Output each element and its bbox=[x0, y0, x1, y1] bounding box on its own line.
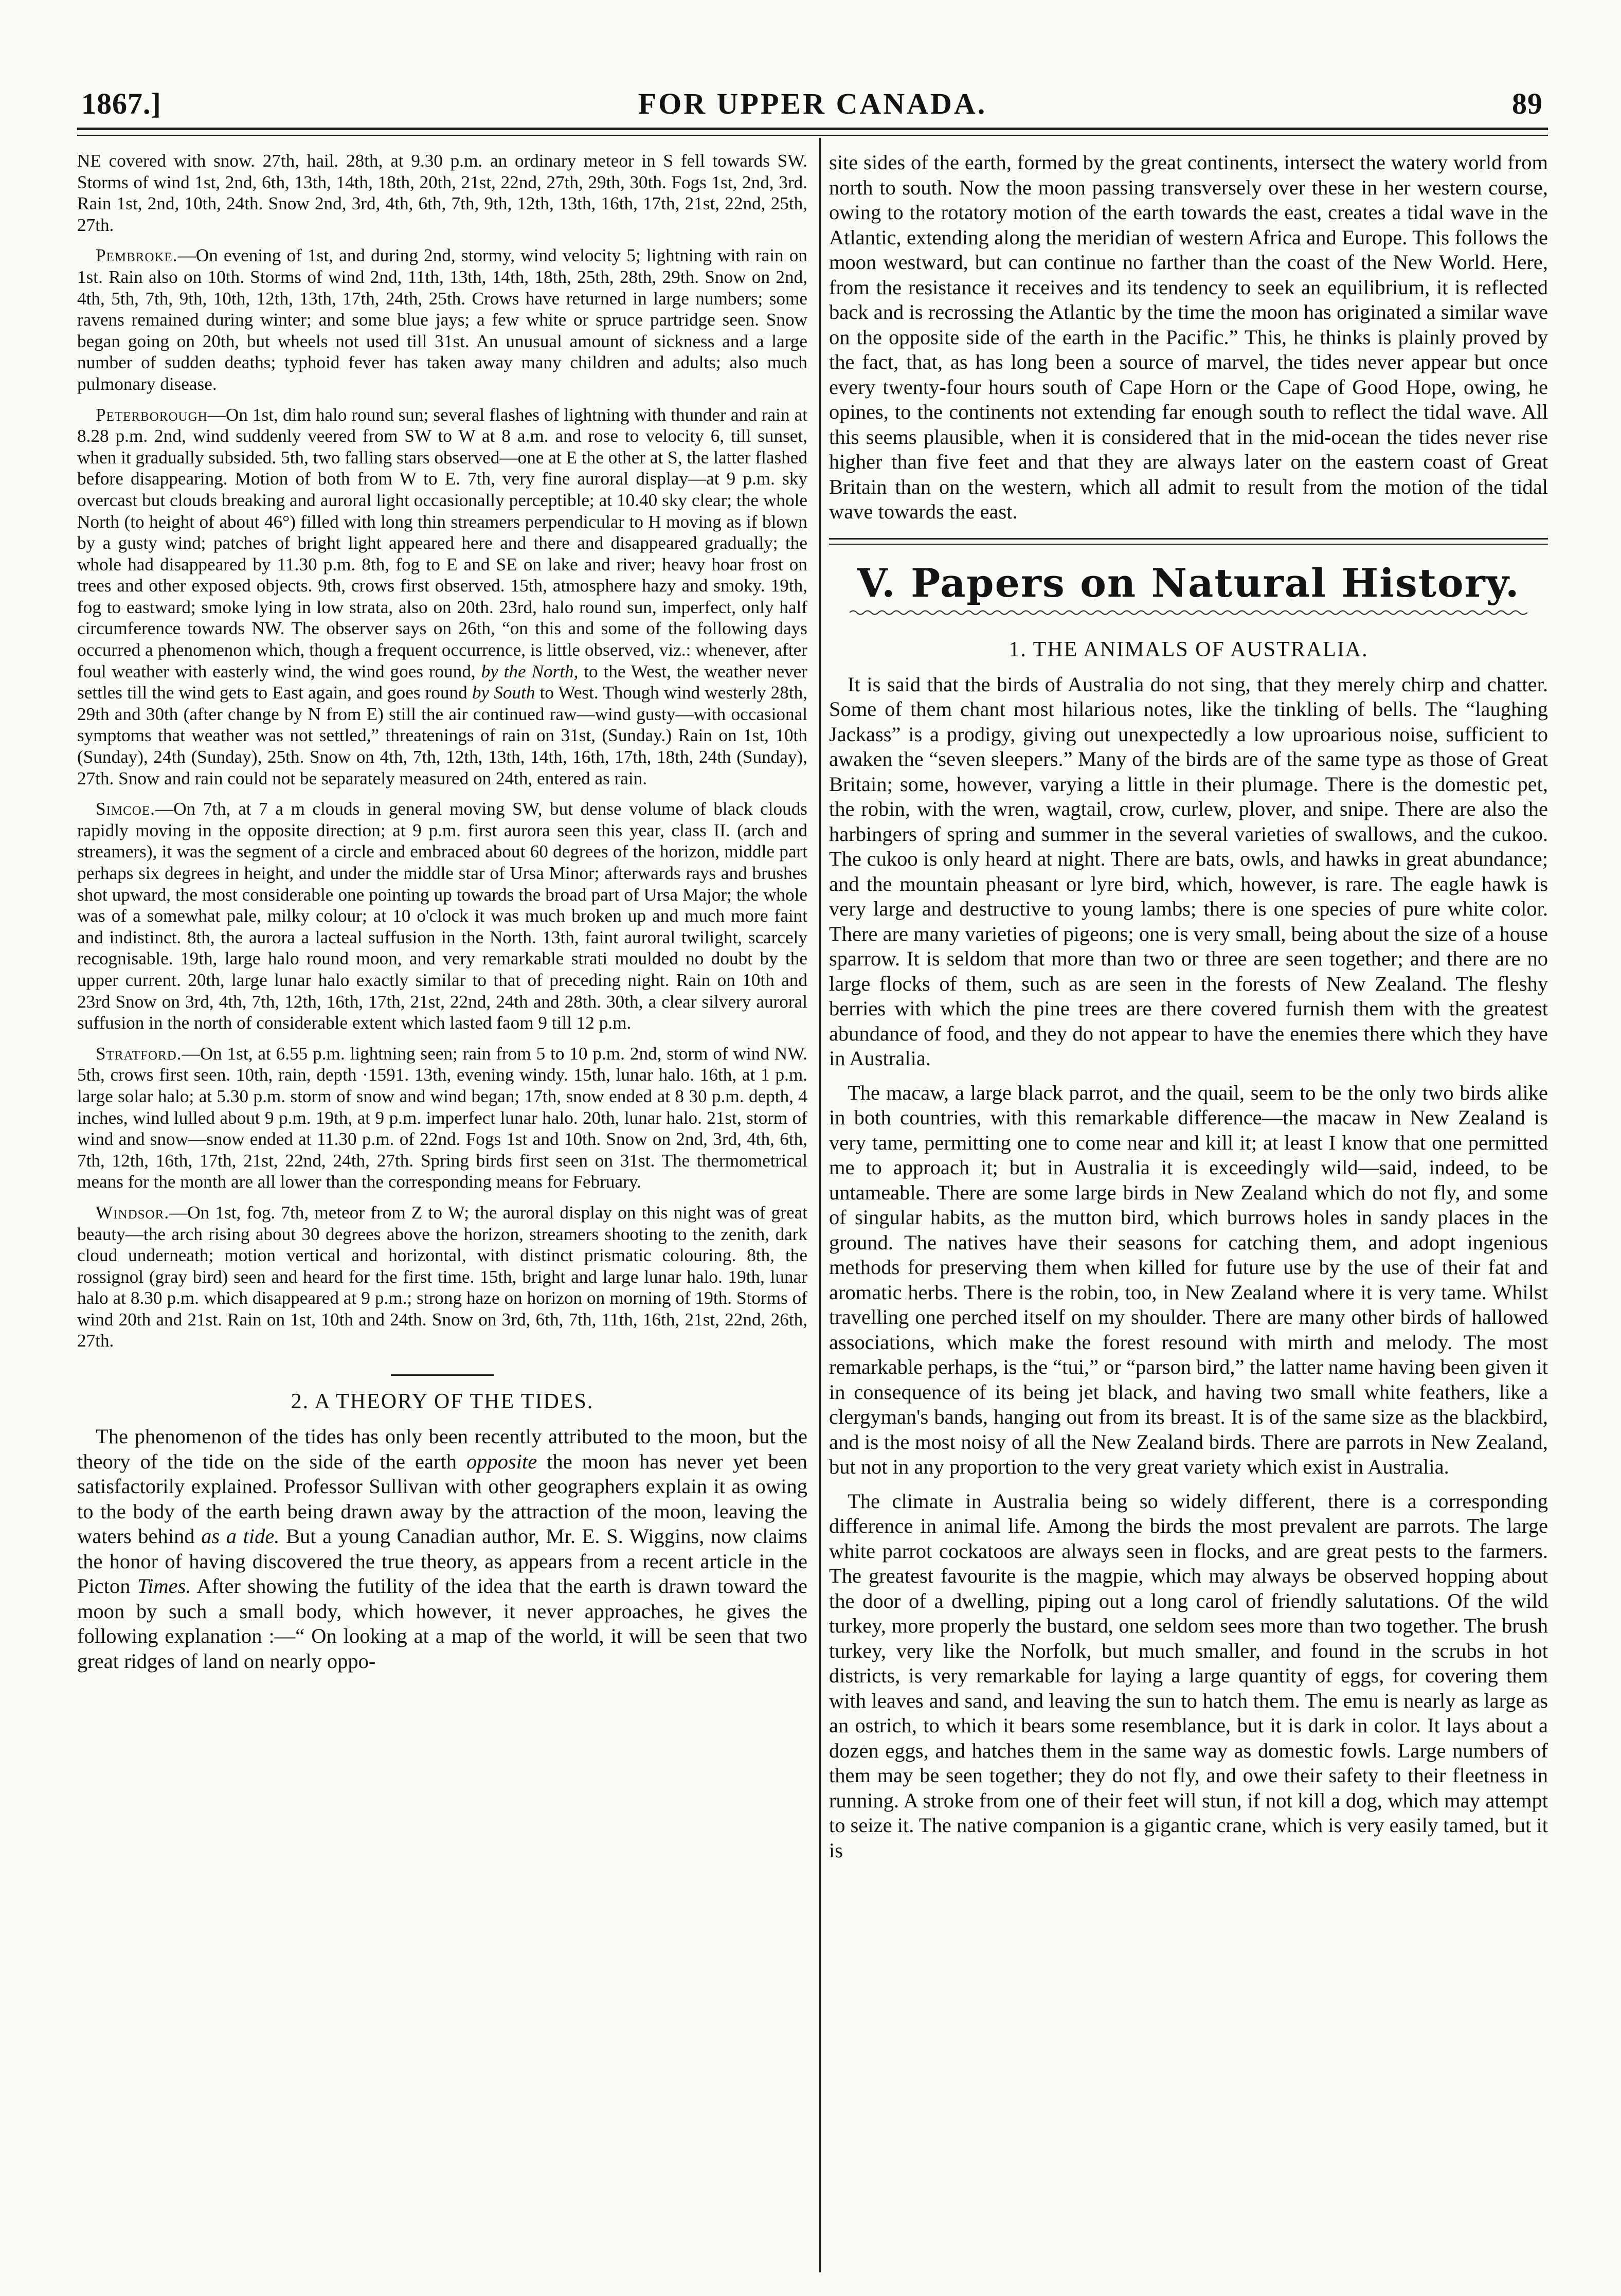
tides-emphasis-as-a-tide: as a tide. bbox=[201, 1524, 280, 1548]
report-windsor-text: —On 1st, fog. 7th, meteor from Z to W; the auroral display on this night was of great beauty—the arch rising about 30 degrees above the horizon, streamers shooting to the zenith, dark cloud underneath; motion vertical and horizontal, with distinct prismatic colouring. 8th, the rossignol (gray bird) seen and heard for the first time. 15th, bright and large lunar halo. 19th, lunar halo at 8.30 p.m. which disappeared at 9 p.m.; strong haze on horizon on morning of 19th. Storms of wind 20th and 21st. Rain on 1st, 10th and 24th. Snow on 3rd, 6th, 7th, 11th, 16th, 21st, 22nd, 26th, 27th. bbox=[77, 1202, 807, 1351]
header-rule-thin bbox=[77, 135, 1548, 136]
tides-heading: 2. A THEORY OF THE TIDES. bbox=[291, 1390, 594, 1414]
animals-paragraph-2: The macaw, a large black parrot, and the quail, seem to be the only two birds alike in both countries, with this remarkable difference—the macaw in New Zealand is very tame, permitting one to come near and kill it; at least I know that one permitted me to approach it; but in Australia it is exceedingly wild—said, indeed, to be untameable. There are some large birds in New Zealand which do not fly, and some of singular habits, as the mutton bird, which burrows holes in sandy places in the ground. The natives have their seasons for catching them, and adopt ingenious methods for preserving them when killed for future use by the use of their fat and aromatic herbs. There is the robin, too, in New Zealand where it is very tame. Whilst travelling one perched itself on my shoulder. There are many other birds of hallowed associations, which make the forest resound with mirth and melody. The most remarkable perhaps, is the “tui,” or “parson bird,” the latter name having been given it in consequence of its being jet black, and having two small white feathers, like a clergyman's bands, hanging out from its breast. It is of the same size as the blackbird, and is the most noisy of all the New Zealand birds. There are parrots in New Zealand, but not in any proportion to the very great variety which exist in Australia. bbox=[829, 1081, 1548, 1478]
station-name-peterborough: Peterborough bbox=[96, 404, 208, 425]
wavy-rule bbox=[850, 609, 1527, 616]
tides-emphasis-times: Times. bbox=[137, 1574, 191, 1598]
tides-text-b: the moon has never yet been satisfactorily explained. Professor Sullivan with other geographers explain it as owing to the body of the earth being drawn away by the attraction of the moon, leaving the waters behind bbox=[77, 1449, 807, 1548]
tides-text-a: The phenomenon of the tides has only been recently attributed to the moon, but the theory of the tide on the side of the earth bbox=[77, 1425, 807, 1473]
report-simcoe-text: —On 7th, at 7 a m clouds in general moving SW, but dense volume of black clouds rapidly moving in the opposite direction; at 9 p.m. first aurora seen this year, class II. (arch and streamers), it was the segment of a circle and embraced about 60 degrees of the horizon, middle part perhaps six degrees in height, and under the middle star of Ursa Minor; afterwards rays and brushes shot upward, the most considerable one pointing up towards the broad part of Ursa Major; the whole was of a somewhat pale, milky colour; at 10 o'clock it was much broken up and much more faint and indistinct. 8th, the aurora a lacteal suffusion in the North. 13th, faint auroral twilight, scarcely recognisable. 19th, large halo round moon, and very remarkable strati moulded no doubt by the upper current. 20th, large lunar halo exactly similar to that of preceding night. Rain on 10th and 23rd Snow on 3rd, 4th, 7th, 12th, 16th, 17th, 21st, 22nd, 24th and 28th. 30th, a clear silvery auroral suffusion in the north of considerable extent which lasted faom 9 till 12 p.m. bbox=[77, 799, 807, 1033]
report-stratford-text: —On 1st, at 6.55 p.m. lightning seen; rain from 5 to 10 p.m. 2nd, storm of wind NW. 5th, crows first seen. 10th, rain, depth ·1591. 13th, evening windy. 15th, lunar halo. 16th, at 1 p.m. large solar halo; at 5.30 p.m. storm of snow and wind began; 17th, snow ended at 8 30 p.m. depth, 4 inches, wind lulled about 9 p.m. 19th, at 9 p.m. imperfect lunar halo. 20th, lunar halo. 21st, storm of wind and snow—snow ended at 11.30 p.m. of 22nd. Fogs 1st and 10th. Snow on 2nd, 3rd, 4th, 6th, 7th, 12th, 16th, 17th, 21st, 22nd, 24th, 27th. Spring birds first seen on 31st. The thermometrical means for the month are all lower than the corresponding means for February. bbox=[77, 1043, 807, 1192]
section-title: V. Papers on Natural History. bbox=[857, 560, 1520, 606]
tides-text-d: After showing the futility of the idea that the earth is drawn toward the moon by such a small body, which however, it never approaches, he gives the following explanation :—“ On looking at a map of the world, it will be seen that two great ridges of land on nearly oppo- bbox=[77, 1574, 807, 1673]
report-peterborough bbox=[77, 404, 807, 790]
report-pembroke bbox=[77, 245, 807, 394]
animals-paragraph-3: The climate in Australia being so widely different, there is a corresponding difference in animal life. Among the birds the most prevalent are parrots. The large white parrot cockatoos are always seen in flocks, and are great pests to the farmers. The greatest favourite is the magpie, which may always be observed hopping about the door of a dwelling, piping out a long carol of friendly salutations. Of the wild turkey, more properly the bustard, one seldom sees more than two together. The brush turkey, very like the Norfolk, but much smaller, and found in the scrubs in hot districts, is very remarkable for laying a large quantity of eggs, for covering them with leaves and sand, and leaving the sun to hatch them. The emu is nearly as large as an ostrich, to which it bears some resemblance, but it is dark in color. It lays about a dozen eggs, and hatches them in the same way as domestic fowls. Large numbers of them may be seen together; they do not fly, and owe their safety to their fleetness in running. A stroke from one of their feet will stun, if not kill a dog, which may attempt to seize it. The native companion is a gigantic crane, which is very easily tamed, but it is bbox=[829, 1489, 1548, 1862]
station-name-windsor: Windsor. bbox=[96, 1202, 170, 1223]
station-name-pembroke: Pembroke. bbox=[96, 245, 178, 266]
right-column bbox=[829, 150, 1548, 1872]
weather-continuation: NE covered with snow. 27th, hail. 28th, at 9.30 p.m. an ordinary meteor in S fell towards SW. Storms of wind 1st, 2nd, 6th, 13th, 14th, 18th, 20th, 21st, 22nd, 27th, 29th, 30th. Fogs 1st, 2nd, 3rd. Rain 1st, 2nd, 10th, 24th. Snow 2nd, 3rd, 4th, 6th, 7th, 9th, 12th, 13th, 16th, 17th, 21st, 22nd, 25th, 27th. bbox=[77, 151, 807, 235]
emphasis-by-the-north: by the North, bbox=[481, 661, 579, 681]
emphasis-by-south: by South bbox=[472, 683, 535, 703]
report-peterborough-mid: to the West, the weather never settles till the wind gets to East again, and goes round bbox=[77, 661, 808, 703]
running-header bbox=[77, 86, 1548, 128]
station-name-stratford: Stratford. bbox=[96, 1043, 182, 1064]
header-rule-thick bbox=[77, 128, 1548, 130]
report-peterborough-end: to West. Though wind westerly 28th, 29th and 30th (after change by N from E) still the air continued raw—wind gusty—with occasional symptoms that weather was not settled,” threatenings of rain on 31st, (Sunday.) Rain on 1st, 10th (Sunday), 24th (Sunday), 25th. Snow on 4th, 7th, 12th, 13th, 14th, 16th, 17th, 18th, 24th (Sunday), 27th. Snow and rain could not be separately measured on 24th, entered as rain. bbox=[77, 683, 807, 788]
tides-paragraph bbox=[77, 1424, 807, 1674]
report-peterborough-text: —On 1st, dim halo round sun; several flashes of lightning with thunder and rain at 8.28 p.m. 2nd, wind suddenly veered from SW to W at 8 a.m. and rose to velocity 6, till sunset, when it gradually subsided. 5th, two falling stars observed—one at E the other at S, the latter flashed before disappearing. Motion of both from W to E. 7th, very fine auroral display—at 9 p.m. sky overcast but clouds breaking and auroral light occasionally perceptible; at 10.40 sky clear; the whole North (to height of about 46°) filled with long thin streamers perpendicular to H moving as if blown by a gusty wind; patches of bright light appeared here and there and disappeared gradually; the whole had disappeared by 11.30 p.m. 8th, fog to E and SE on lake and river; heavy hoar frost on trees and other exposed objects. 9th, crows first observed. 15th, atmosphere hazy and smoky. 19th, fog to eastward; smoke lying in low strata, also on 20th. 23rd, halo round sun, imperfect, only half circumference towards NW. The observer says on 26th, “on this and some of the following days occurred a phenomenon which, though a frequent occurrence, is little observed, viz.: whenever, after foul weather with easterly wind, the wind goes round, bbox=[77, 404, 807, 681]
header-year: 1867.] bbox=[81, 87, 161, 120]
animals-paragraph-1: It is said that the birds of Australia do not sing, that they merely chirp and chatter. Some of them chant most hilarious notes, like the tinkling of bells. The “laughing Jackass” is a prodigy, giving out unexpectedly a low uproarious noise, sufficient to awaken the “seven sleepers.” Many of the birds are of the same type as those of Great Britain; some, however, varying a little in their plumage. There is the domestic pet, the robin, with the wren, wagtail, crow, curlew, plover, and snipe. There are also the harbingers of spring and summer in the several varieties of swallows, and the cukoo. The cukoo is only heard at night. There are bats, owls, and hawks in great abundance; and the mountain pheasant or lyre bird, which, however, is rare. The eagle hawk is very large and destructive to young lambs; there is one species of pure white color. There are many varieties of pigeons; one is very small, being about the size of a house sparrow. It is seldom that more than two or three are seen together; and there are no large flocks of them, such as are seen in the forests of New Zealand. The fleshy berries with which the pine trees are there covered furnish them with the greatest abundance of food, and they do not appear to have the enemies there which they have in Australia. bbox=[829, 672, 1548, 1070]
report-pembroke-text: —On evening of 1st, and during 2nd, stormy, wind velocity 5; lightning with rain on 1st. Rain also on 10th. Storms of wind 2nd, 11th, 13th, 14th, 18th, 25th, 28th, 29th. Snow on 2nd, 4th, 5th, 7th, 9th, 10th, 12th, 13th, 17th, 24th, 25th. Crows have returned in large numbers; some ravens remained during winter; and some blue jays; a few white or spruce partridge seen. Snow began going on 20th, but wheels not used till 31st. An unusual amount of sickness and a large number of sudden deaths; typhoid fever has taken away many children and adults; also much pulmonary disease. bbox=[77, 245, 807, 394]
section-divider bbox=[391, 1374, 494, 1376]
tides-continuation: site sides of the earth, formed by the great continents, intersect the watery world from north to south. Now the moon passing transversely over these in her western course, owing to the rotatory motion of the earth towards the east, creates a tidal wave in the Atlantic, extending along the meridian of western Africa and Europe. This follows the moon westward, but can continue no farther than the coast of the New World. Here, from the resistance it receives and its tendency to seek an equilibrium, it is reflected back and is recrossing the Atlantic by the time the moon has originated a similar wave on the opposite side of the earth in the Pacific.” This, he thinks is plainly proved by the fact, that, as has long been a source of marvel, the tides never appear but once every twenty-four hours south of Cape Horn or the Cape of Good Hope, owing, he opines, to the continents not extending far enough south to reflect the tidal wave. All this seems plausible, when it is considered that in the mid-ocean the tides never rise higher than five feet and that they are always later on the eastern coast of Great Britain than on the western, which all admit to result from the motion of the tidal wave towards the east. bbox=[829, 151, 1548, 523]
tides-text-c: But a young Canadian author, Mr. E. S. Wiggins, now claims the honor of having discovered the true theory, as appears from a recent article in the Picton bbox=[77, 1524, 807, 1598]
header-title: FOR UPPER CANADA. bbox=[638, 87, 987, 120]
report-stratford bbox=[77, 1043, 807, 1193]
section-rule-bottom bbox=[829, 544, 1548, 545]
animals-heading: 1. THE ANIMALS OF AUSTRALIA. bbox=[1008, 637, 1368, 661]
left-column bbox=[77, 150, 807, 1683]
tides-emphasis-opposite: opposite bbox=[466, 1449, 537, 1473]
column-separator bbox=[819, 138, 821, 2272]
section-rule-top bbox=[829, 538, 1548, 540]
report-windsor bbox=[77, 1202, 807, 1352]
header-page-number: 89 bbox=[1512, 87, 1543, 120]
report-simcoe bbox=[77, 798, 807, 1034]
station-name-simcoe: Simcoe. bbox=[96, 799, 155, 819]
